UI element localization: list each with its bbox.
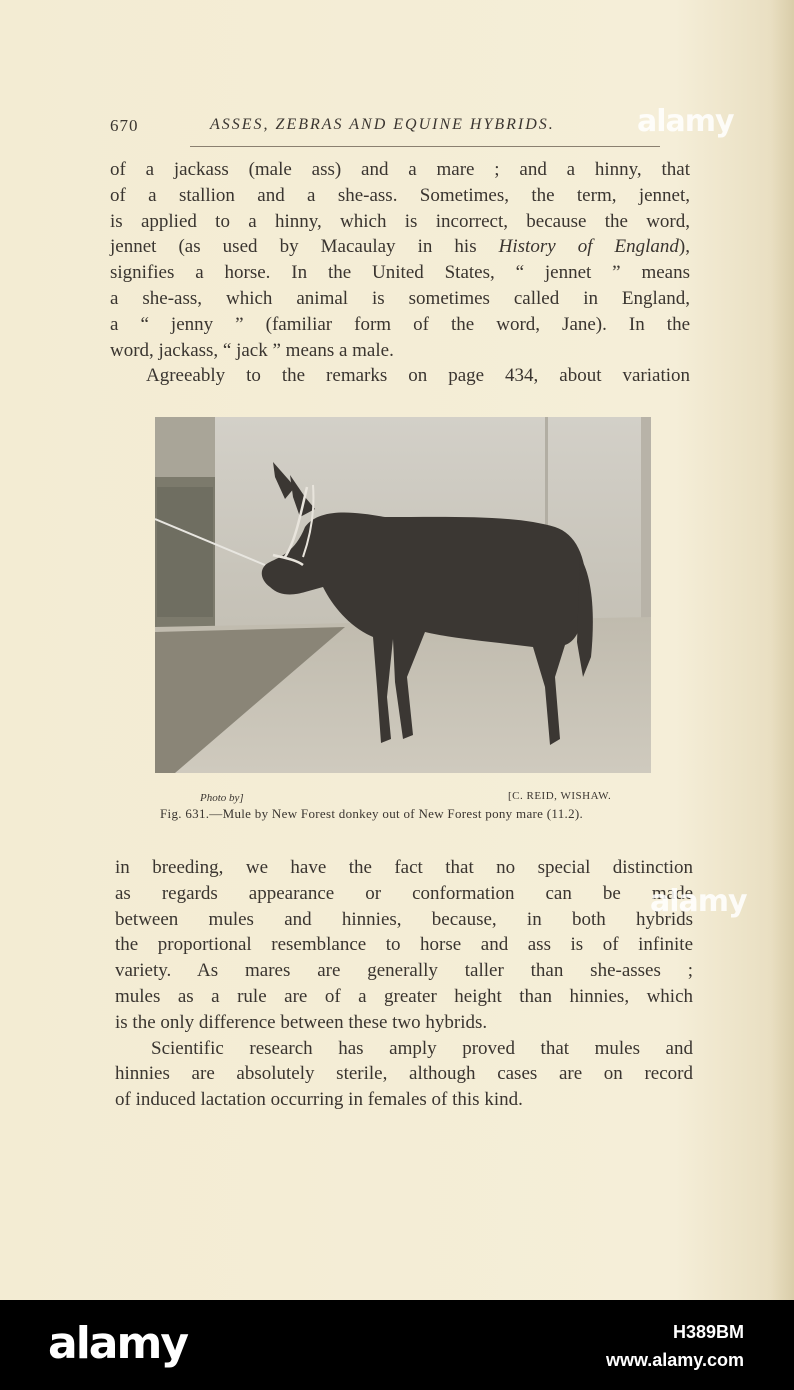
photo-credit-name: [C. REID, WISHAW. (508, 790, 612, 802)
site-url: www.alamy.com (605, 1350, 744, 1370)
watermark-logo: alamy (637, 104, 734, 139)
text-line: jennet (as used by Macaulay in his History of England), (110, 236, 690, 258)
mule-photograph (155, 417, 651, 773)
text-line: word, jackass, “ jack ” means a male. (110, 339, 394, 361)
text-line: of induced lactation occurring in females of this kind. (115, 1089, 523, 1111)
text-line: hinnies are absolutely sterile, although cases are on record (115, 1063, 693, 1085)
text-line: the proportional resemblance to horse and ass is of infinite (115, 934, 693, 956)
body-paragraph-2 (115, 855, 693, 1113)
text-line: a she-ass, which animal is sometimes called in England, (110, 287, 690, 309)
text-line: is applied to a hinny, which is incorrect, because the word, (110, 210, 690, 232)
text-line: Agreeably to the remarks on page 434, about variation (146, 365, 690, 387)
header-rule (190, 146, 660, 147)
text-line: between mules and hinnies, because, in both hybrids (115, 908, 693, 930)
text-line: as regards appearance or conformation can be made (115, 882, 693, 904)
alamy-logo: alamy (48, 1318, 187, 1369)
photo-credit-label: Photo by] (200, 792, 244, 804)
text-line: a “ jenny ” (familiar form of the word, Jane). In the (110, 313, 690, 335)
mule-illustration (155, 417, 651, 773)
text-line: variety. As mares are generally taller than she-asses ; (115, 960, 693, 982)
text-line: of a stallion and a she-ass. Sometimes, the term, jennet, (110, 184, 690, 206)
stock-footer-bar (0, 1300, 794, 1390)
image-id: H389BM (672, 1322, 744, 1342)
watermark-logo-2: alamy (650, 884, 747, 919)
running-header (110, 116, 690, 140)
book-title: History of England (498, 236, 679, 258)
text-line: in breeding, we have the fact that no special distinction (115, 857, 693, 878)
text-line: Scientific research has amply proved that mules and (151, 1037, 693, 1059)
text-line: mules as a rule are of a greater height than hinnies, which (115, 985, 693, 1007)
running-title: ASSES, ZEBRAS AND EQUINE HYBRIDS. (210, 116, 555, 133)
figure-caption: Fig. 631.—Mule by New Forest donkey out of New Forest pony mare (11.2). (160, 806, 584, 821)
page-number: 670 (110, 116, 139, 135)
text-line: of a jackass (male ass) and a mare ; and a hinny, that (110, 159, 690, 180)
text-line: is the only difference between these two hybrids. (115, 1011, 488, 1033)
text-line: signifies a horse. In the United States, “ jennet ” means (110, 262, 690, 284)
body-paragraph-1 (110, 157, 690, 389)
